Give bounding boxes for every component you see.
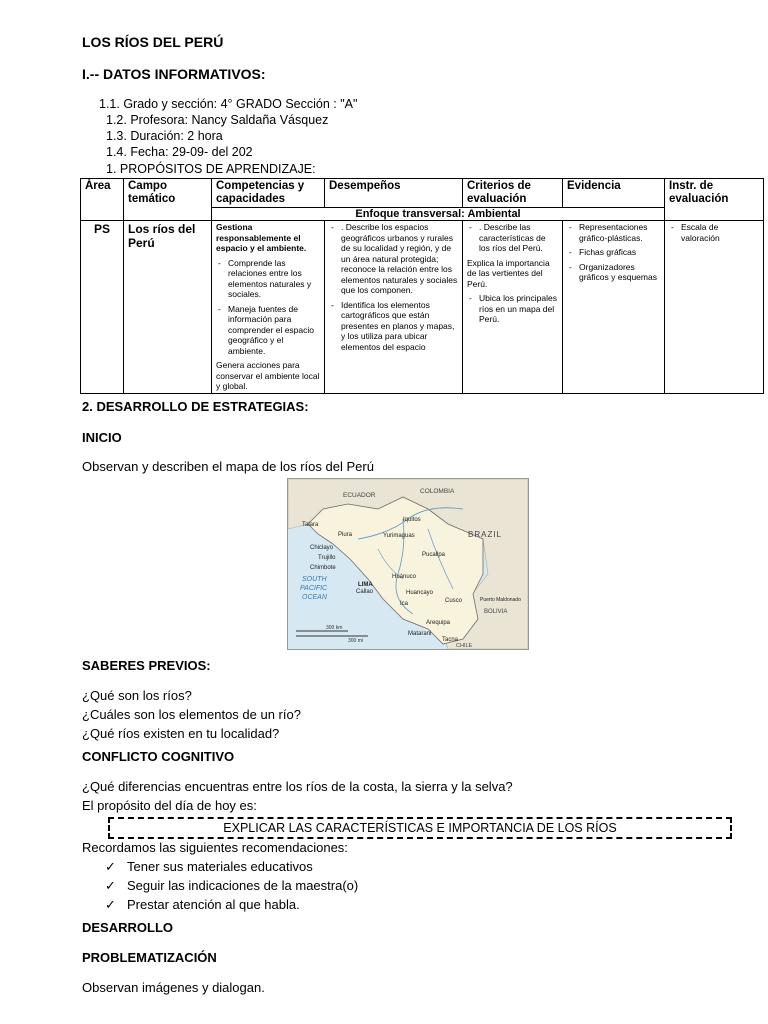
- map-city: Matarani: [408, 631, 432, 637]
- desempenos-cell: [325, 221, 463, 394]
- criterio-mid: Explica la importancia de las vertientes del Perú.: [467, 257, 550, 289]
- pregunta: ¿Qué ríos existen en tu localidad?: [82, 726, 280, 741]
- map-city: Pucallpa: [422, 552, 446, 558]
- instrumento-cell: [665, 221, 764, 394]
- proposito-intro: El propósito del día de hoy es:: [82, 798, 257, 813]
- proposito-box: EXPLICAR LAS CARACTERÍSTICAS E IMPORTANCIA DE LOS RÍOS: [108, 817, 732, 839]
- criterio-item: - . Describe las características de los ríos del Perú.: [479, 222, 558, 254]
- heading-conflicto-cognitivo: CONFLICTO COGNITIVO: [82, 749, 235, 764]
- map-city: Yurimaguas: [383, 533, 415, 539]
- evidencia-item: - Organizadores gráficos y esquemas: [579, 262, 660, 283]
- heading-desarrollo: DESARROLLO: [82, 920, 173, 935]
- competencia-item: - Comprende las relaciones entre los elementos naturales y sociales.: [228, 258, 320, 300]
- info-propositos: 1. PROPÓSITOS DE APRENDIZAJE:: [106, 162, 316, 176]
- map-city: Callao: [356, 589, 374, 595]
- map-ocean-2: PACIFIC: [300, 585, 328, 592]
- map-scale-km: 300 km: [326, 625, 343, 631]
- header-area: Área: [81, 179, 124, 221]
- recordamos-text: Recordamos las siguientes recomendaciones:: [82, 840, 348, 855]
- peru-rivers-map: [287, 478, 529, 650]
- map-city: Talara: [302, 522, 319, 528]
- map-svg: [288, 479, 528, 649]
- map-city: Chimbote: [310, 565, 336, 571]
- map-city: Huancayo: [406, 590, 434, 596]
- map-label-colombia: COLOMBIA: [420, 488, 455, 495]
- map-city: Tacna: [442, 637, 459, 643]
- info-profesora: 1.2. Profesora: Nancy Saldaña Vásquez: [106, 113, 329, 127]
- map-city: Arequipa: [426, 620, 451, 626]
- map-city: Trujillo: [318, 555, 336, 561]
- campo-cell: Los ríos del Perú: [124, 221, 212, 394]
- heading-inicio: INICIO: [82, 430, 122, 445]
- competencia-item: - Maneja fuentes de información para comprender el espacio geográfico y el ambiente.: [228, 304, 320, 357]
- competencias-cell: [212, 221, 325, 394]
- header-evidencia: Evidencia: [563, 179, 665, 208]
- conflicto-pregunta: ¿Qué diferencias encuentras entre los ríos de la costa, la sierra y la selva?: [82, 779, 513, 794]
- map-city: Iquitos: [403, 517, 421, 523]
- map-label-bolivia: BOLIVIA: [484, 609, 508, 615]
- map-label-chile: CHILE: [456, 643, 473, 649]
- map-scale-mi: 300 mi: [348, 638, 364, 644]
- recomendacion-item: [105, 897, 300, 913]
- document-title: LOS RÍOS DEL PERÚ: [82, 34, 224, 50]
- checkmark-icon: ✓: [105, 897, 116, 912]
- desempeno-item: - . Describe los espacios geográficos urbanos y rurales de su localidad y región, y de un área natural protegida; reconoce la relación entre los elementos naturales y sociales que los componen.: [341, 222, 458, 296]
- header-campo: Campo temático: [124, 179, 212, 221]
- map-city: Piura: [338, 532, 353, 538]
- header-instrumento: Instr. de evaluación: [665, 179, 764, 221]
- section-desarrollo-estrategias: 2. DESARROLLO DE ESTRATEGIAS:: [82, 399, 309, 414]
- info-duracion: 1.3. Duración: 2 hora: [106, 129, 223, 143]
- evidencia-cell: [563, 221, 665, 394]
- competencia-title: Gestiona responsablemente el espacio y el ambiente.: [216, 222, 307, 253]
- map-city: Chiclayo: [310, 545, 334, 551]
- header-desempenos: Desempeños: [325, 179, 463, 208]
- learning-plan-table: [80, 178, 764, 394]
- evidencia-item: - Fichas gráficas: [579, 247, 660, 258]
- recomendacion-text: Prestar atención al que habla.: [127, 897, 300, 912]
- map-ocean-3: OCEAN: [302, 594, 327, 601]
- desempeno-item: - Identifica los elementos cartográficos que están presentes en planos y mapas, y los utiliza para ubicar elementos del espacio: [341, 300, 458, 353]
- recomendacion-item: [105, 859, 313, 875]
- map-city: Ica: [400, 601, 409, 607]
- heading-saberes-previos: SABERES PREVIOS:: [82, 658, 211, 673]
- map-city: Cusco: [445, 598, 463, 604]
- map-label-brazil: BRAZIL: [468, 530, 503, 539]
- criterio-item: - Ubica los principales ríos en un mapa del Perú.: [479, 293, 558, 325]
- recomendacion-text: Seguir las indicaciones de la maestra(o): [127, 878, 359, 893]
- instrumento-item: - Escala de valoración: [681, 222, 759, 243]
- recomendacion-text: Tener sus materiales educativos: [127, 859, 313, 874]
- info-grado: 1.1. Grado y sección: 4° GRADO Sección : "A": [99, 97, 358, 111]
- area-cell: PS: [81, 221, 124, 394]
- observan-imagenes-text: Observan imágenes y dialogan.: [82, 980, 265, 995]
- section-datos-informativos: I.-- DATOS INFORMATIVOS:: [82, 66, 266, 82]
- checkmark-icon: ✓: [105, 859, 116, 874]
- heading-problematizacion: PROBLEMATIZACIÓN: [82, 950, 217, 965]
- header-criterios: Criterios de evaluación: [463, 179, 563, 208]
- map-label-ecuador: ECUADOR: [343, 492, 376, 499]
- enfoque-transversal: Enfoque transversal: Ambiental: [212, 208, 665, 221]
- evidencia-item: - Representaciones gráfico-plásticas.: [579, 222, 660, 243]
- header-competencias: Competencias y capacidades: [212, 179, 325, 208]
- competencia-footer: Genera acciones para conservar el ambiente local y global.: [216, 360, 320, 391]
- map-city: Puerto Maldonado: [480, 597, 521, 603]
- info-fecha: 1.4. Fecha: 29-09- del 202: [106, 145, 253, 159]
- criterios-cell: [463, 221, 563, 394]
- recomendacion-item: [105, 878, 358, 894]
- map-ocean-1: SOUTH: [302, 576, 327, 583]
- observan-text: Observan y describen el mapa de los ríos del Perú: [82, 459, 374, 474]
- checkmark-icon: ✓: [105, 878, 116, 893]
- pregunta: ¿Qué son los ríos?: [82, 688, 192, 703]
- map-city: Huánuco: [392, 574, 417, 580]
- map-city-lima: LIMA: [358, 582, 373, 588]
- pregunta: ¿Cuáles son los elementos de un río?: [82, 707, 301, 722]
